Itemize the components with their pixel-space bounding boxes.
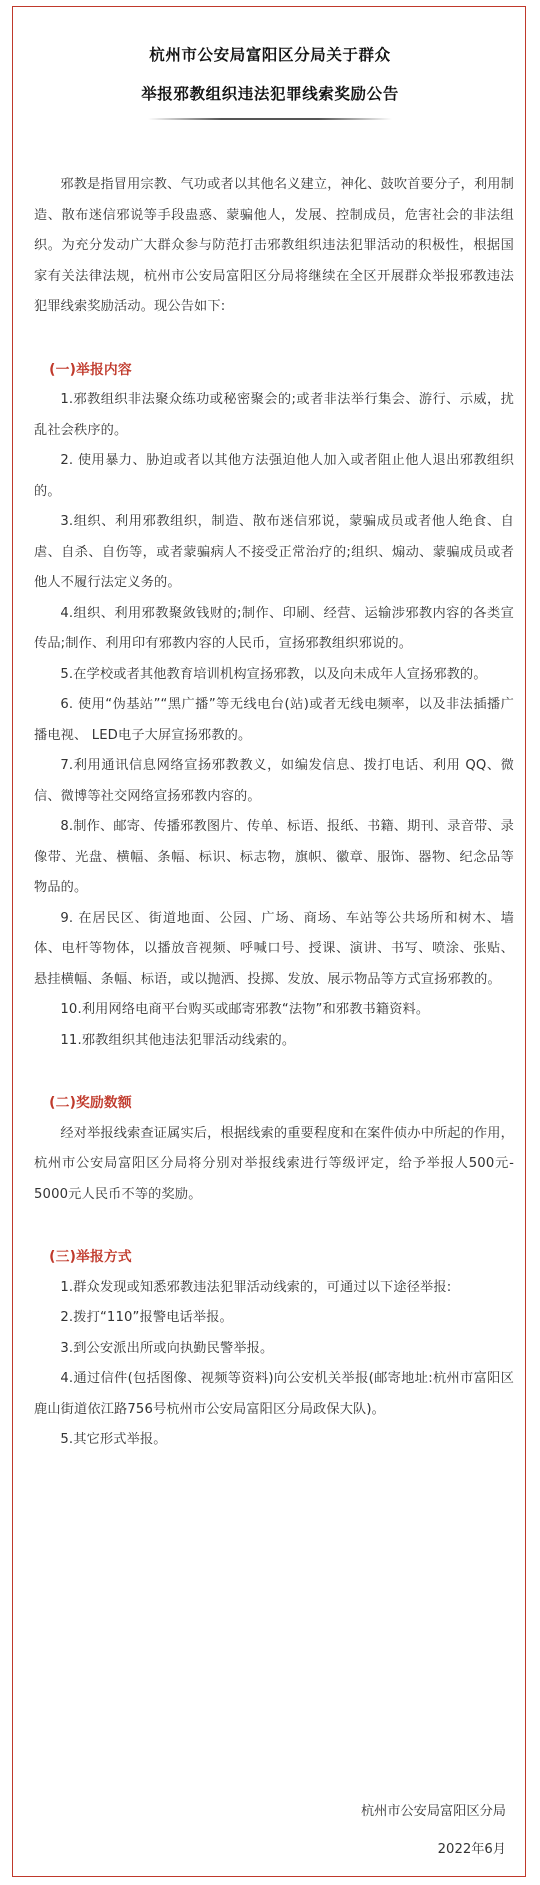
signature-org: 杭州市公安局富阳区分局 (360, 1804, 506, 1819)
list-item: 6. 使用“伪基站”“黑广播”等无线电台(站)或者无线电频率，以及非法插播广播电视、 LED电子大屏宣扬邪教的。 (34, 697, 514, 743)
notice-title (0, 36, 540, 114)
list-item: 7.利用通讯信息网络宣扬邪教教义，如编发信息、拨打电话、利用 QQ、微信、微博等社交网络宣扬邪教内容的。 (34, 758, 514, 804)
list-item: 8.制作、邮寄、传播邪教图片、传单、标语、报纸、书籍、期刊、录音带、录像带、光盘、横幅、条幅、标识、标志物，旗帜、徽章、服饰、器物、纪念品等物品的。 (34, 819, 514, 895)
notice-body (34, 170, 514, 1456)
list-item: 1.邪教组织非法聚众练功或秘密聚会的;或者非法举行集会、游行、示威，扰乱社会秩序的。 (34, 392, 514, 438)
list-item: 5.在学校或者其他教育培训机构宣扬邪教，以及向未成年人宣扬邪教的。 (60, 666, 487, 682)
list-item: 2.拨打“110”报警电话举报。 (60, 1310, 233, 1325)
list-item: 10.利用网络电商平台购买或邮寄邪教“法物”和邪教书籍资料。 (60, 1002, 430, 1017)
list-item: 2. 使用暴力、胁迫或者以其他方法强迫他人加入或者阻止他人退出邪教组织的。 (34, 453, 514, 499)
list-item: 4.组织、利用邪教聚敛钱财的;制作、印刷、经营、运输涉邪教内容的各类宣传品;制作、利用印有邪教内容的人民币，宣扬邪教组织邪说的。 (34, 605, 514, 651)
intro-paragraph: 邪教是指冒用宗教、气功或者以其他名义建立，神化、鼓吹首要分子，利用制造、散布迷信邪说等手段蛊惑、蒙骗他人，发展、控制成员，危害社会的非法组织。为充分发动广大群众参与防范打击邪教组织违法犯罪活动的积极性，根据国家有关法律法规，杭州市公安局富阳区分局将继续在全区开展群众举报邪教违法犯罪线索奖励活动。现公告如下: (34, 177, 514, 314)
reward-paragraph: 经对举报线索查证属实后，根据线索的重要程度和在案件侦办中所起的作用，杭州市公安局富阳区分局将分别对举报线索进行等级评定，给予举报人500元- 5000元人民币不等的奖励。 (34, 1125, 514, 1202)
section-heading-report-method: (三)举报方式 (49, 1249, 132, 1265)
list-item: 9. 在居民区、街道地面、公园、广场、商场、车站等公共场所和树木、墙体、电杆等物体，以播放音视频、呼喊口号、授课、演讲、书写、喷涂、张贴、悬挂横幅、条幅、标语，或以抛洒、投掷、发放、展示物品等方式宣扬邪教的。 (34, 910, 514, 987)
list-item: 3.组织、利用邪教组织，制造、散布迷信邪说，蒙骗成员或者他人绝食、自虐、自杀、自伤等，或者蒙骗病人不接受正常治疗的;组织、煽动、蒙骗成员或者他人不履行法定义务的。 (34, 514, 514, 590)
title-line-2: 举报邪教组织违法犯罪线索奖励公告 (141, 85, 399, 103)
list-item: 11.邪教组织其他违法犯罪活动线索的。 (60, 1032, 296, 1048)
signature-date: 2022年6月 (437, 1842, 506, 1857)
title-line-1: 杭州市公安局富阳区分局关于群众 (149, 46, 391, 64)
list-item: 5.其它形式举报。 (60, 1432, 167, 1447)
list-item: 3.到公安派出所或向执勤民警举报。 (60, 1340, 274, 1356)
section-heading-reward-amount: (二)奖励数额 (49, 1095, 132, 1111)
list-item: 1.群众发现或知悉邪教违法犯罪活动线索的，可通过以下途径举报: (60, 1279, 452, 1295)
report-method-list (34, 1273, 514, 1456)
section-heading-report-content: (一)举报内容 (49, 361, 132, 378)
list-item: 4.通过信件(包括图像、视频等资料)向公安机关举报(邮寄地址:杭州市富阳区鹿山街道依江路756号杭州市公安局富阳区分局政保大队)。 (34, 1371, 514, 1417)
title-divider (148, 118, 392, 120)
report-content-list (34, 385, 514, 1056)
